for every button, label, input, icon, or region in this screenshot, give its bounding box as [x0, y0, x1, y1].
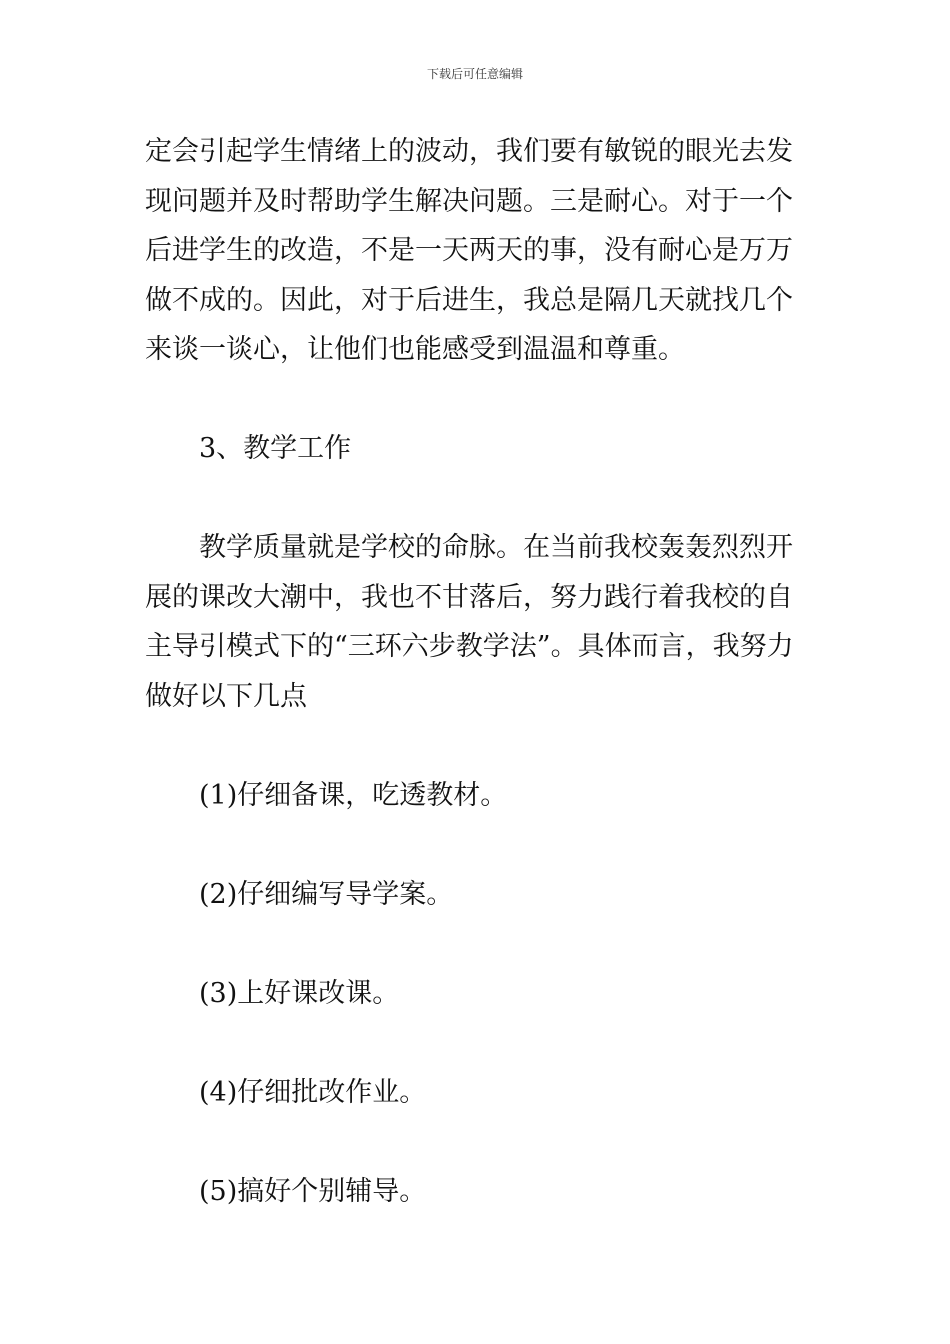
list-item-2: (2)仔细编写导学案。 [199, 878, 454, 910]
page-header: 下载后可任意编辑 [426, 67, 523, 81]
paragraph-teaching-quality: 教学质量就是学校的命脉。在当前我校轰轰烈烈开展的课改大潮中，我也不甘落后，努力践行着我校的自主导引模式下的“三环六步教学法”。具体而言，我努力做好以下几点 [145, 532, 794, 712]
document-body [145, 127, 809, 1216]
list-item-3: (3)上好课改课。 [199, 977, 400, 1009]
list-item-5: (5)搞好个别辅导。 [199, 1175, 427, 1207]
list-item-4: (4)仔细批改作业。 [199, 1076, 427, 1108]
list-item-1: (1)仔细备课，吃透教材。 [199, 779, 508, 811]
section-heading-teaching: 3、教学工作 [199, 433, 352, 464]
paragraph-continuation: 定会引起学生情绪上的波动，我们要有敏锐的眼光去发现问题并及时帮助学生解决问题。三是耐心。对于一个后进学生的改造，不是一天两天的事，没有耐心是万万做不成的。因此，对于后进生，我总是隔几天就找几个来谈一谈心，让他们也能感受到温温和尊重。 [145, 136, 793, 365]
